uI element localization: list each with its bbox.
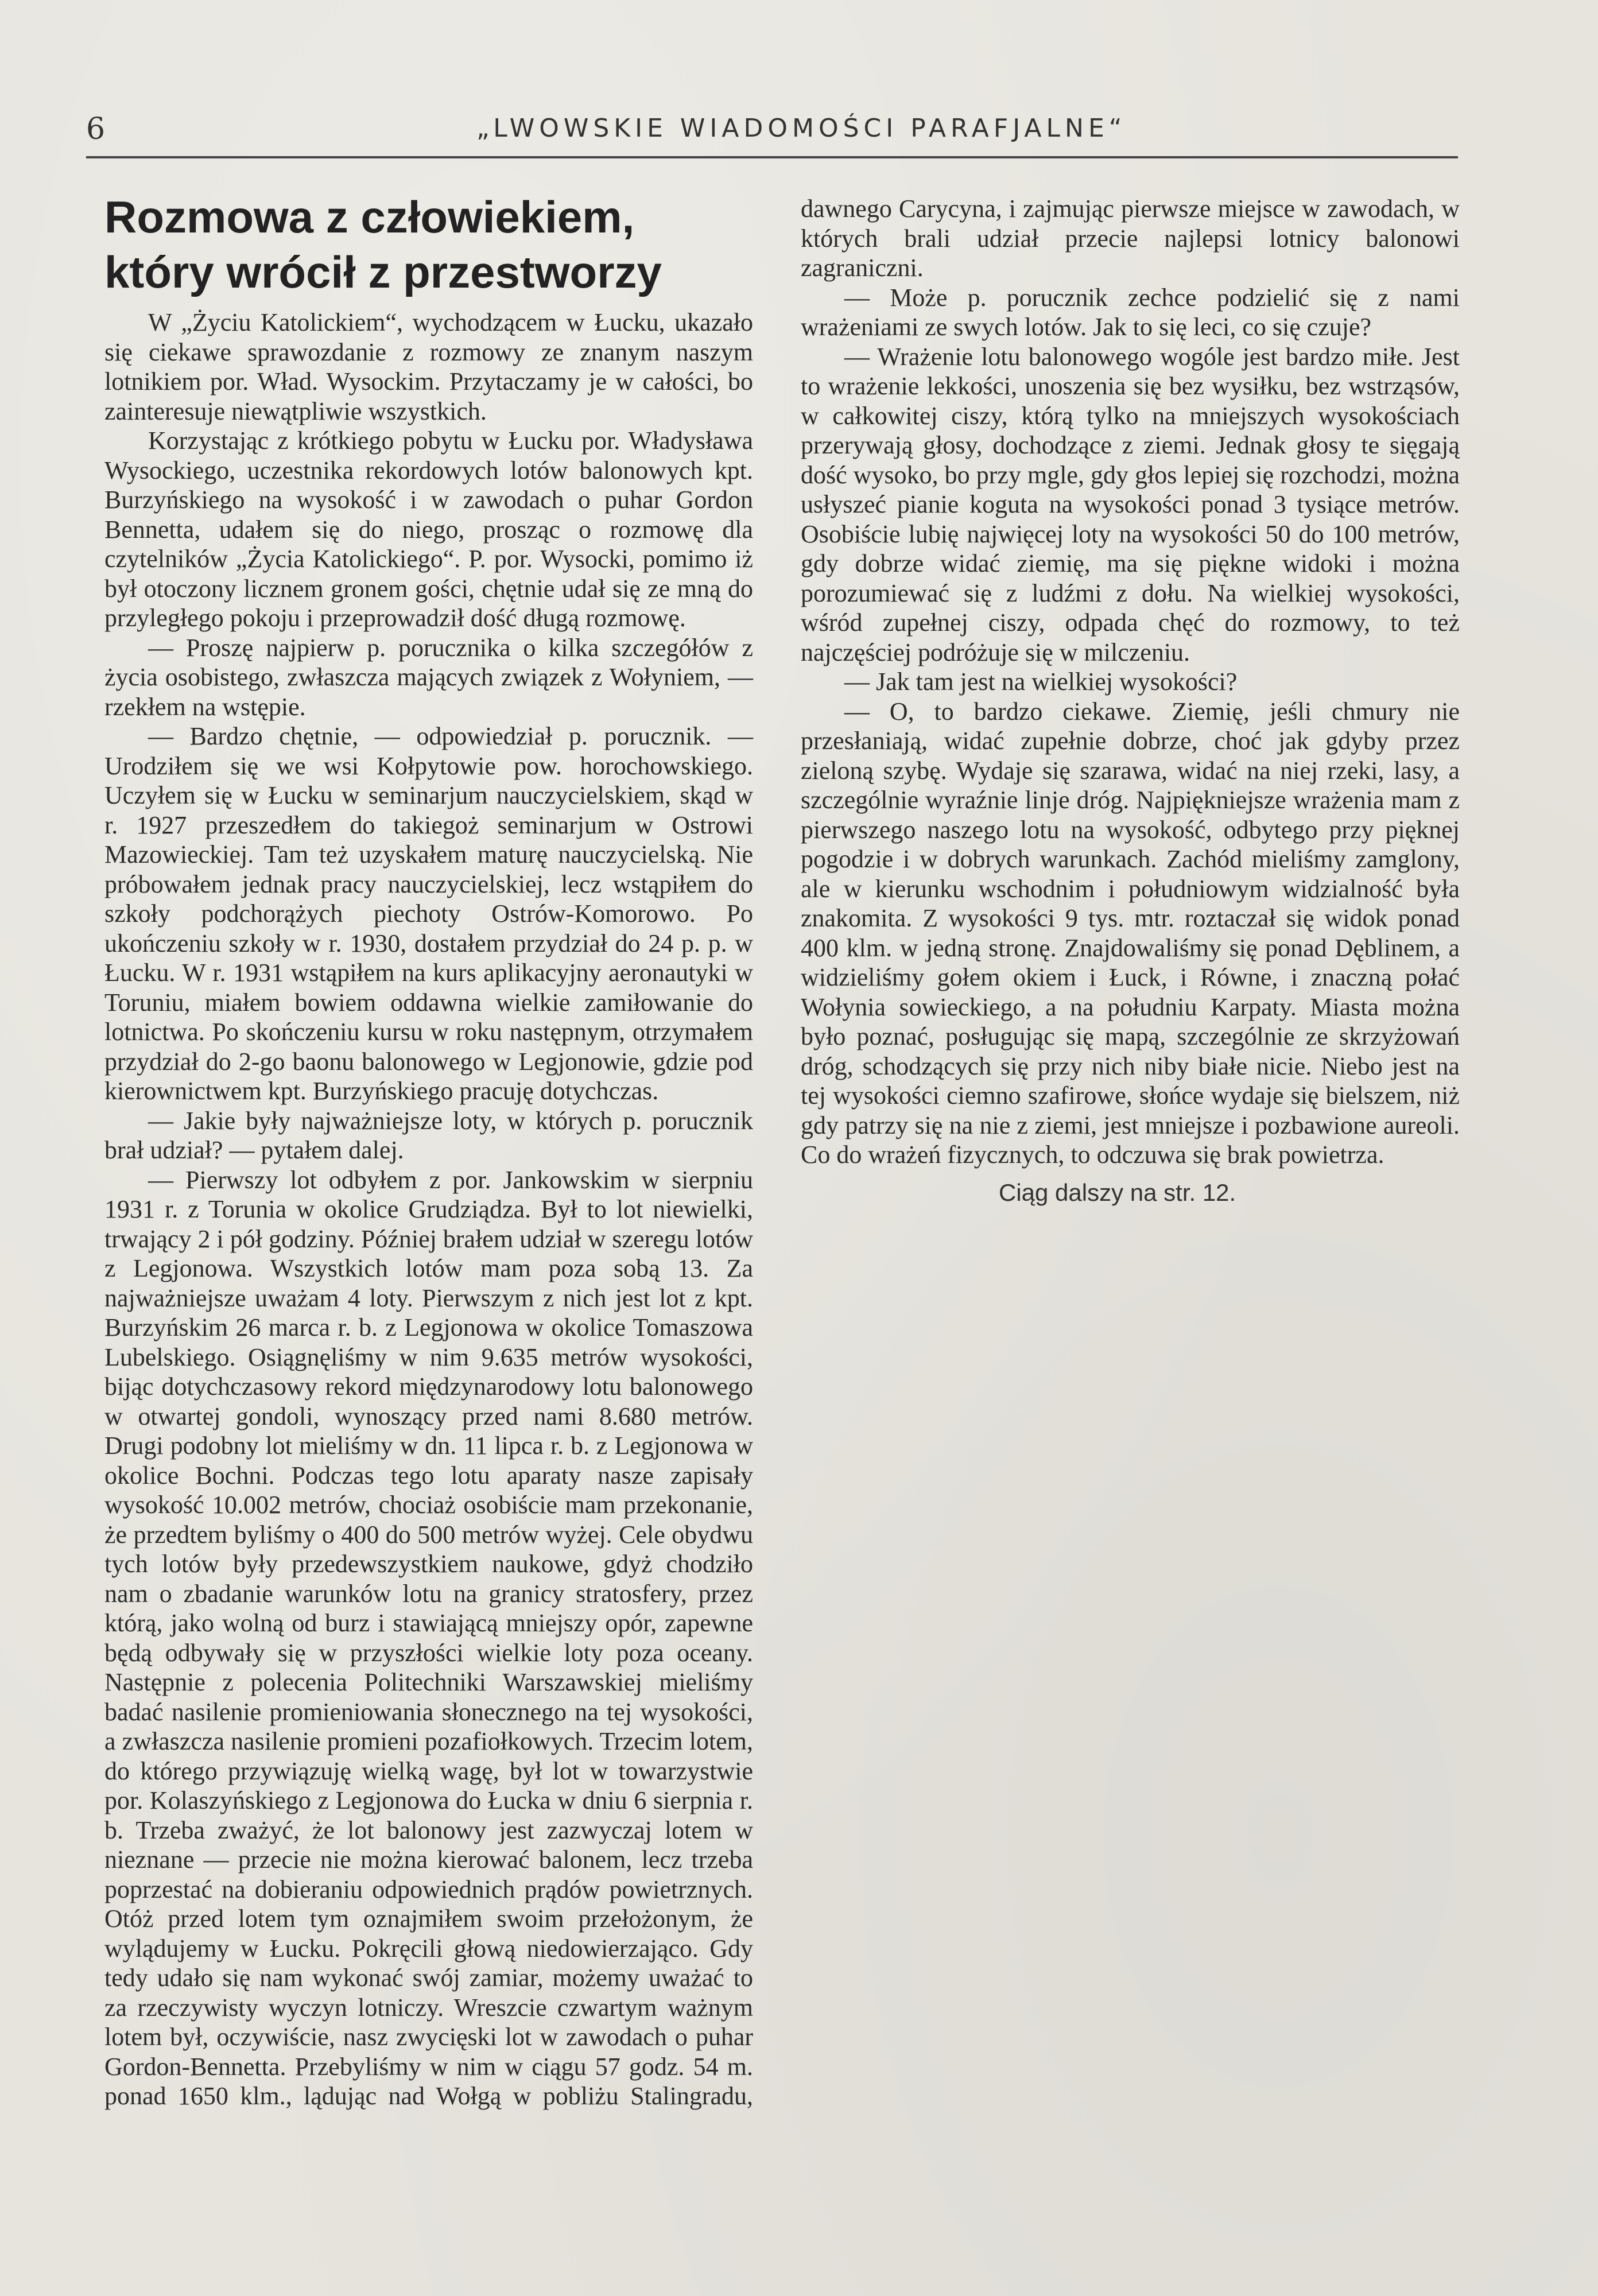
article-paragraph: — Wrażenie lotu balonowego wogóle jest bardzo miłe. Jest to wrażenie lekkości, unoszenia się bez wysiłku, bez wstrząsów, w całkowitej ciszy, którą tylko na mniejszych wysokościach przerywają głosy, dochodzące z ziemi. Jednak głosy te sięgają dość wysoko, bo przy mgle, gdy głos lepiej się rozchodzi, można usłyszeć pianie koguta na wysokości ponad 3 tysiące metrów. Osobiście lubię najwięcej loty na wysokości 50 do 100 metrów, gdy dobrze widać ziemię, ma się piękne widoki i można porozumiewać się z ludźmi z dołu. Na wielkiej wysokości, wśród zupełnej ciszy, odpada chęć do rozmowy, to też najczęściej podróżuje się w milczeniu. bbox=[801, 342, 1460, 666]
article-paragraph: — Jakie były najważniejsze loty, w których p. porucznik brał udział? — pytałem dalej. bbox=[104, 1106, 753, 1164]
article-paragraph-long: dawnego Carycyna, i zajmując pierwsze miejsce w zawodach, w których brali udział przecie najlepsi lotnicy balonowi zagraniczni. bbox=[801, 195, 1460, 282]
article-paragraph: — Może p. porucznik zechce podzielić się z nami wrażeniami ze swych lotów. Jak to się leci, co się czuje? bbox=[801, 283, 1460, 341]
header-rule bbox=[86, 156, 1458, 158]
right-column bbox=[801, 194, 1460, 1208]
running-title: „LWOWSKIE WIADOMOŚCI PARAFJALNE“ bbox=[476, 114, 1127, 143]
article-title-line-2: który wrócił z przestworzy bbox=[104, 247, 662, 297]
continued-note: Ciąg dalszy na str. 12. bbox=[999, 1178, 1236, 1206]
article-paragraph-long: — Pierwszy lot odbyłem z por. Jankowskim w sierpniu 1931 r. z Torunia w okolice Grudziądza. Był to lot niewielki, trwający 2 i pół godziny. Później brałem udział w szeregu lotów z Legjonowa. Wszystkich lotów mam poza sobą 13. Za najważniejsze uważam 4 loty. Pierwszym z nich jest lot z kpt. Burzyńskim 26 marca r. b. z Legjonowa w okolice Tomaszowa Lubelskiego. Osiągnęliśmy w nim 9.635 metrów wysokości, bijąc dotychczasowy rekord międzynarodowy lotu balonowego w otwartej gondoli, wynoszący przed nami 8.680 metrów. Drugi podobny lot mieliśmy w dn. 11 lipca r. b. z Legjonowa w okolice Bochni. Podczas tego lotu aparaty nasze zapisały wysokość 10.002 metrów, chociaż osobiście mam przekonanie, że przedtem byliśmy o 400 do 500 metrów wyżej. Cele obydwu tych lotów były przedewszystkiem naukowe, gdyż chodziło nam o zbadanie warunków lotu na granicy stratosfery, przez którą, jako wolną od burz i stawiającą mniejszy opór, zapewne będą odbywały się w przyszłości wielkie loty poza oceany. Następnie z polecenia Politechniki Warszawskiej mieliśmy badać nasilenie promieniowania słonecznego na tej wysokości, a zwłaszcza nasilenie promieni pozafiołkowych. Trzecim lotem, do którego przywiązuję wielką wagę, był lot w towarzystwie por. Kolaszyńskiego z Legjonowa do Łucka w dniu 6 sierpnia r. b. Trzeba zważyć, że lot balonowy jest zazwyczaj lotem w nieznane — przecie nie można kierować balonem, lecz trzeba poprzestać na dobieraniu odpowiednich prądów powietrznych. Otóż przed lotem tym oznajmiłem swoim przełożonym, że wylądujemy w Łucku. Pokręcili głową niedowierzająco. Gdy tedy udało się nam wykonać swój zamiar, możemy uważać to za rzeczywisty wyczyn lotniczy. Wreszcie czwartym ważnym lotem był, oczywiście, nasz zwycięski lot w zawodach o puhar Gordon-Bennetta. Przebyliśmy w nim w ciągu 57 godz. 54 m. ponad 1650 klm., lądując nad Wołgą w pobliżu Stalingradu, bbox=[104, 1165, 753, 2110]
article-paragraph: W „Życiu Katolickiem“, wychodzącem w Łucku, ukazało się ciekawe sprawozdanie z rozmowy ze znanym naszym lotnikiem por. Wład. Wysockim. Przytaczamy je w całości, bo zainteresuje niewątpliwie wszystkich. bbox=[104, 308, 753, 425]
page-number: 6 bbox=[86, 112, 106, 146]
article-paragraph: Korzystając z krótkiego pobytu w Łucku por. Władysława Wysockiego, uczestnika rekordowych lotów balonowych kpt. Burzyńskiego na wysokość i w zawodach o puhar Gordon Bennetta, udałem się do niego, prosząc o rozmowę dla czytelników „Życia Katolickiego“. P. por. Wysocki, pomimo iż był otoczony licznem gronem gości, chętnie udał się ze mną do przyległego pokoju i przeprowadził dość długą rozmowę. bbox=[104, 426, 753, 632]
article-paragraph: — Bardzo chętnie, — odpowiedział p. porucznik. — Urodziłem się we wsi Kołpytowie pow. horochowskiego. Uczyłem się w Łucku w seminarjum nauczycielskiem, skąd w r. 1927 przeszedłem do takiegoż seminarjum w Ostrowi Mazowieckiej. Tam też uzyskałem maturę nauczycielską. Nie próbowałem jednak pracy nauczycielskiej, lecz wstąpiłem do szkoły podchorążych piechoty Ostrów-Komorowo. Po ukończeniu szkoły w r. 1930, dostałem przydział do 24 p. p. w Łucku. W r. 1931 wstąpiłem na kurs aplikacyjny aeronautyki w Toruniu, miałem bowiem oddawna wielkie zamiłowanie do lotnictwa. Po skończeniu kursu w roku następnym, otrzymałem przydział do 2-go baonu balonowego w Legjonowie, gdzie pod kierownictwem kpt. Burzyńskiego pracuję dotychczas. bbox=[104, 722, 753, 1105]
article-paragraph: — Jak tam jest na wielkiej wysokości? bbox=[844, 668, 1238, 696]
left-column bbox=[104, 189, 753, 2111]
article-title-line-1: Rozmowa z człowiekiem, bbox=[104, 192, 635, 242]
article-paragraph: — O, to bardzo ciekawe. Ziemię, jeśli chmury nie przesłaniają, widać zupełnie dobrze, choć jak gdyby przez zieloną szybę. Wydaje się szarawa, widać na niej rzeki, lasy, a szczególnie wyraźnie linje dróg. Najpiękniejsze wrażenia mam z pierwszego naszego lotu na wysokość, odbytego przy pięknej pogodzie i w dobrych warunkach. Zachód mieliśmy zamglony, ale w kierunku wschodnim i południowym widzialność była znakomita. Z wysokości 9 tys. mtr. roztaczał się widok ponad 400 klm. w jedną stronę. Znajdowaliśmy się ponad Dęblinem, a widzieliśmy gołem okiem i Łuck, i Równe, i znaczną połać Wołynia sowieckiego, a na południu Karpaty. Miasta można było poznać, posługując się mapą, szczególnie ze skrzyżowań dróg, schodzących się przy nich niby białe nicie. Niebo jest na tej wysokości ciemno szafirowe, słońce wydaje się bielszem, niż gdy patrzy się na nie z ziemi, jest mniejsze i pozbawione aureoli. Co do wrażeń fizycznych, to odczuwa się brak powietrza. bbox=[801, 697, 1460, 1169]
article-paragraph: — Proszę najpierw p. porucznika o kilka szczegółów z życia osobistego, zwłaszcza mających związek z Wołyniem, — rzekłem na wstępie. bbox=[104, 633, 753, 721]
article-title bbox=[104, 189, 753, 300]
